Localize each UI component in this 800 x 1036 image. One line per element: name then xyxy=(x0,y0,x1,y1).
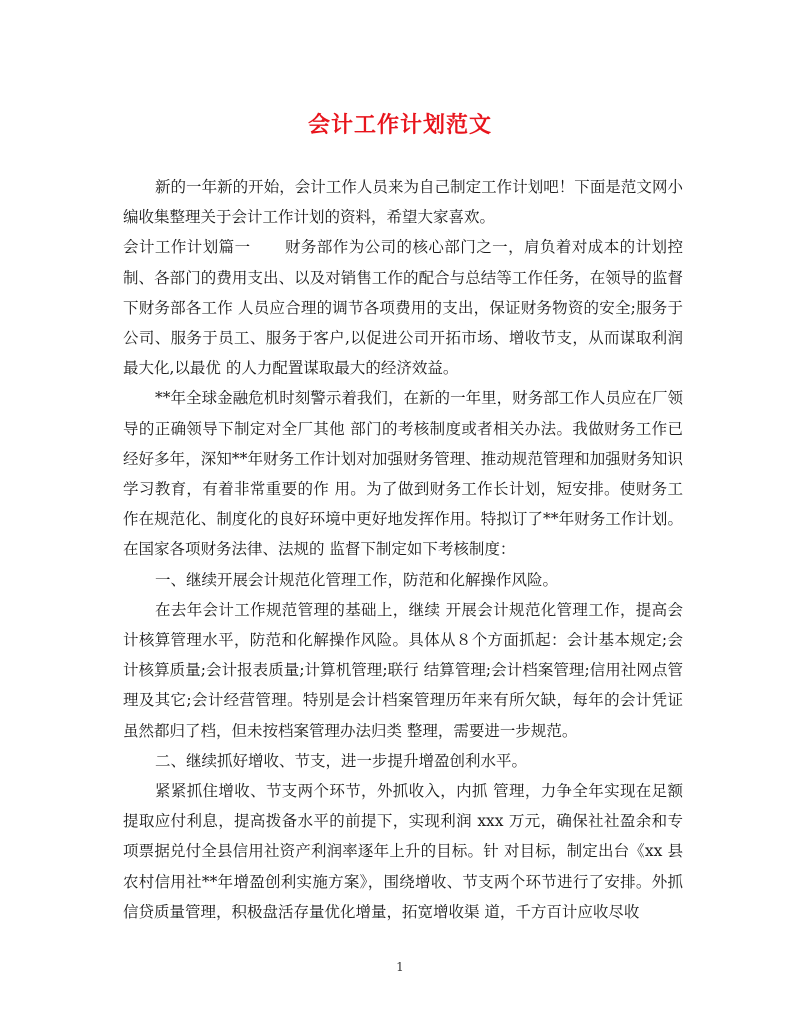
body-paragraph-2: **年全球金融危机时刻警示着我们，在新的一年里，财务部工作人员应在厂领导的正确领导下制定对全厂其他 部门的考核制度或者相关办法。我做财务工作已经好多年，深知**年财务工作计划对加强财务管理、推动规范管理和加强财务知识学习教育，有着非常重要的作 用。为了做到财务工作长计划，短安排。使财务工作在规范化、制度化的良好环境中更好地发挥作用。特拟订了**年财务工作计划。在国家各项财务法律、法规的 监督下制定如下考核制度： xyxy=(123,389,683,559)
section-paragraph xyxy=(123,232,683,383)
document-title: 会计工作计划范文 xyxy=(307,112,492,138)
section-text: 财务部作为公司的核心部门之一，肩负着对成本的计划控制、各部门的费用支出、以及对销售工作的配合与总结等工作任务，在领导的监督下财务部各工作 人员应合理的调节各项费用的支出，保证财务物资的安全;服务于公司、服务于员工、服务于客户,以促进公司开拓市场、增收节支，从而谋取利润最大化,以最优 的人力配置谋取最大的经济效益。 xyxy=(123,238,683,378)
heading-2: 二、继续抓好增收、节支，进一步提升增盈创利水平。 xyxy=(155,751,528,770)
body-paragraph-4: 紧紧抓住增收、节支两个环节，外抓收入，内抓 管理，力争全年实现在足额提取应付利息，提高拨备水平的前提下，实现利润 xxx 万元，确保社社盈余和专项票据兑付全县信用社资产利润率逐年上升的目标。针 对目标，制定出台《xx 县农村信用社**年增盈创利实施方案》，围绕增收、节支两个环节进行了安排。外抓信贷质量管理，积极盘活存量优化增量，拓宽增收渠 道，千方百计应收尽收 xyxy=(123,782,683,921)
heading-1: 一、继续开展会计规范化管理工作，防范和化解操作风险。 xyxy=(155,570,559,589)
intro-paragraph: 新的一年新的开始，会计工作人员来为自己制定工作计划吧！下面是范文网小编收集整理关于会计工作计划的资料，希望大家喜欢。 xyxy=(123,178,683,227)
document-body xyxy=(123,172,683,927)
body-paragraph-3: 在去年会计工作规范管理的基础上，继续 开展会计规范化管理工作，提高会计核算管理水平，防范和化解操作风险。具体从８个方面抓起：会计基本规定;会计核算质量;会计报表质量;计算机管理;联行 结算管理;会计档案管理;信用社网点管理及其它;会计经营管理。特别是会计档案管理历年来有所欠缺，每年的会计凭证虽然都归了档，但未按档案管理办法归类 整理，需要进一步规范。 xyxy=(123,600,683,740)
section-label: 会计工作计划篇一 xyxy=(123,238,251,257)
page-number: 1 xyxy=(396,960,404,974)
